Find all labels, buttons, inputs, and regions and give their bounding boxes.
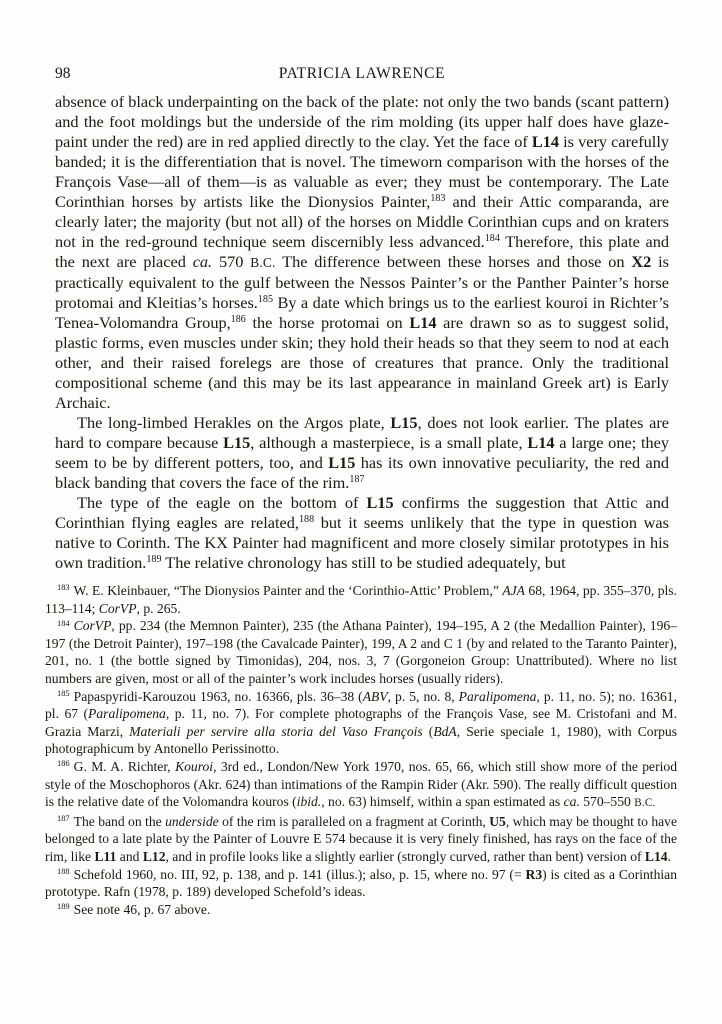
- text-run: ibid.: [296, 794, 322, 810]
- footnote: [45, 758, 677, 813]
- footnote-number: 184: [57, 617, 70, 628]
- text-run: AJA: [502, 583, 525, 598]
- footnote-number: 183: [57, 582, 70, 593]
- text-run: Paralipomena: [88, 706, 166, 722]
- text-run: The difference between these horses and those on: [275, 252, 632, 271]
- text-run: , although a masterpiece, is a small plate,: [250, 433, 528, 452]
- text-run: Schefold 1960, no. III, 92, p. 138, and p. 141 (illus.); also, p. 15, where no. 97 (=: [73, 866, 526, 882]
- text-run: CorVP: [98, 600, 137, 616]
- text-run: L15: [366, 493, 394, 512]
- footnote: [45, 813, 677, 866]
- body-text: [55, 92, 669, 573]
- text-run: The band on the: [73, 813, 166, 829]
- footnotes: [45, 582, 677, 918]
- text-run: BdA: [433, 723, 457, 739]
- running-head: [55, 65, 669, 85]
- page-number: 98: [55, 65, 71, 82]
- footnote: [45, 582, 677, 617]
- text-run: X2: [631, 252, 652, 271]
- text-run: (: [422, 723, 434, 739]
- text-run: L15: [390, 413, 418, 432]
- text-run: the horse protomai on: [245, 313, 410, 332]
- text-run: underside: [165, 813, 219, 829]
- text-run: L12: [142, 848, 166, 864]
- running-title: PATRICIA LAWRENCE: [278, 65, 446, 82]
- text-run: Paralipomena: [458, 688, 537, 704]
- text-run: See note 46, p. 67 above.: [73, 901, 211, 917]
- text-run: is practically equivalent to the gulf between the Nessos Painter’s or the Panther Painter’s horse protomai and Kleitias’s horses.: [55, 252, 669, 312]
- text-run: confirms the suggestion that Attic and Corinthian flying eagles are related,: [55, 493, 669, 532]
- text-run: are drawn so as to suggest solid, plastic forms, even muscles under skin; they hold their heads so that they seem to nod at each other, and their raised forelegs are those of creatures that prance. Only the traditional compositional scheme (and this may be its last appearance in mainland Greek art) is Early Archaic.: [55, 313, 669, 412]
- text-run: ABV: [362, 688, 388, 704]
- text-run: L15: [328, 453, 356, 472]
- text-run: 570–550: [579, 794, 635, 810]
- footnote-number: 189: [57, 901, 70, 912]
- text-run: , p. 11, no. 5); no. 16361, pl. 67 (: [45, 688, 677, 722]
- text-run: , p. 5, no. 8,: [387, 688, 459, 704]
- text-run: .: [667, 848, 671, 864]
- text-run: 570: [212, 252, 251, 271]
- footnote-ref: 184: [484, 233, 500, 245]
- text-run: The type of the eagle on the bottom of: [77, 493, 367, 512]
- text-run: is very carefully banded; it is the differentiation that is novel. The timeworn comparison with the horses of the François Vase—all of them—is as valuable as ever; they must be contemporary. The Late Corinthian horses by artists like the Dionysios Painter,: [55, 132, 669, 211]
- text-run: has its own innovative peculiarity, the red and black banding that covers the face of the rim.: [55, 453, 669, 492]
- text-run: ca.: [563, 794, 580, 810]
- text-run: B.C.: [250, 255, 276, 270]
- text-run: of the rim is paralleled on a fragment at Corinth,: [218, 813, 490, 829]
- footnote: [45, 901, 677, 919]
- footnote: [45, 866, 677, 901]
- footnote-number: 186: [57, 758, 70, 769]
- footnote: [45, 688, 677, 758]
- text-run: 68, 1964, pp. 355–370, pls. 113–114;: [45, 583, 677, 616]
- text-run: but it seems unlikely that the type in question was native to Corinth. The KX Painter had magnificent and more closely similar prototypes in his own tradition.: [55, 513, 669, 572]
- footnote-number: 187: [57, 813, 70, 824]
- text-run: , 3rd ed., London/New York 1970, nos. 65, 66, which still show more of the period style of the Moschophoros (Akr. 624) than intimations of the Rampin Rider (Akr. 590). The really difficult question is the relative date of the Volomandra kouros (: [45, 758, 677, 810]
- text-run: , p. 265.: [136, 600, 181, 616]
- text-run: , and in profile looks like a slightly earlier (strongly curved, rather than bent) version of: [165, 848, 645, 864]
- body-paragraph: [55, 413, 669, 493]
- text-run: L14: [527, 433, 555, 452]
- footnote-ref: 188: [299, 514, 315, 526]
- text-run: The long-limbed Herakles on the Argos plate,: [77, 413, 391, 432]
- text-run: , Serie speciale 1, 1980), with Corpus photographicum by Antonello Perissinotto.: [45, 723, 678, 757]
- body-paragraph: [55, 92, 669, 413]
- text-run: W. E. Kleinbauer, “The Dionysios Painter and the ‘Corinthio-Attic’ Problem,”: [73, 583, 503, 598]
- text-run: CorVP: [73, 618, 112, 634]
- text-run: ) is cited as a Corinthian prototype. Rafn (1978, p. 189) developed Schefold’s ideas.: [45, 866, 677, 900]
- footnote: [45, 617, 677, 687]
- text-run: Therefore, this plate and the next are placed: [55, 232, 669, 271]
- footnote-ref: 185: [257, 294, 273, 306]
- text-run: and their Attic comparanda, are clearly later; the majority (but not all) of the horses on Middle Corinthian cups and on kraters not in the red-ground technique seem discernibly less advanced.: [55, 192, 669, 251]
- text-run: U5: [489, 813, 506, 829]
- text-run: and: [116, 848, 143, 864]
- footnote-ref: 189: [146, 554, 162, 566]
- footnote-number: 188: [57, 865, 70, 876]
- text-run: , which may be thought to have belonged to a late plate by the Painter of Louvre E 574 because it is very finely finished, has rays on the face of the rim, like: [45, 813, 677, 864]
- text-run: a large one; they seem to be by different potters, too, and: [55, 433, 669, 472]
- text-run: L14: [531, 132, 560, 151]
- text-run: , pp. 234 (the Memnon Painter), 235 (the Athana Painter), 194–195, A 2 (the Medallion Painter), 196–197 (the Detroit Painter), 197–198 (the Cavalcade Painter), 199, A 2 and C 1 (by and related to the Taranto Painter), 201, no. 1 (the bottle signed by Timonidas), 204, nos. 3, 7 (Gorgoneion Group: Unattributed). Where no list numbers are given, most or all of the painter’s work includes horses (usually riders).: [45, 618, 677, 686]
- text-run: absence of black underpainting on the back of the plate: not only the two bands (scant pattern) and the foot moldings but the underside of the rim molding (its upper half does have glaze-paint under the red) are in red applied directly to the clay. Yet the face of: [55, 92, 669, 151]
- text-run: Papaspyridi-Karouzou 1963, no. 16366, pls. 36–38 (: [73, 688, 363, 704]
- text-run: By a date which brings us to the earliest kouroi in Richter’s Tenea-Volomandra Group,: [55, 293, 669, 332]
- text-run: L14: [644, 848, 668, 864]
- body-paragraph: [55, 493, 669, 573]
- footnote-ref: 183: [430, 193, 446, 205]
- text-run: , no. 63) himself, within a span estimated as: [321, 794, 564, 810]
- text-run: L15: [223, 433, 251, 452]
- text-run: Materiali per servire alla storia del Vaso François: [129, 723, 423, 739]
- text-run: G. M. A. Richter,: [73, 758, 176, 774]
- text-run: L11: [94, 848, 117, 864]
- text-run: , does not look earlier. The plates are hard to compare because: [55, 413, 669, 452]
- text-run: L14: [409, 313, 437, 332]
- text-run: , p. 11, no. 7). For complete photographs of the François Vase, see M. Cristofani and M. Grazia Marzi,: [45, 706, 677, 739]
- text-run: B.C.: [634, 797, 656, 810]
- footnote-number: 185: [57, 687, 70, 698]
- text-run: The relative chronology has still to be studied adequately, but: [161, 553, 566, 572]
- text-run: Kouroi: [175, 758, 214, 774]
- footnote-ref: 186: [230, 314, 246, 326]
- footnote-ref: 187: [349, 474, 365, 486]
- text-run: ca.: [192, 252, 213, 271]
- text-run: R3: [525, 866, 543, 882]
